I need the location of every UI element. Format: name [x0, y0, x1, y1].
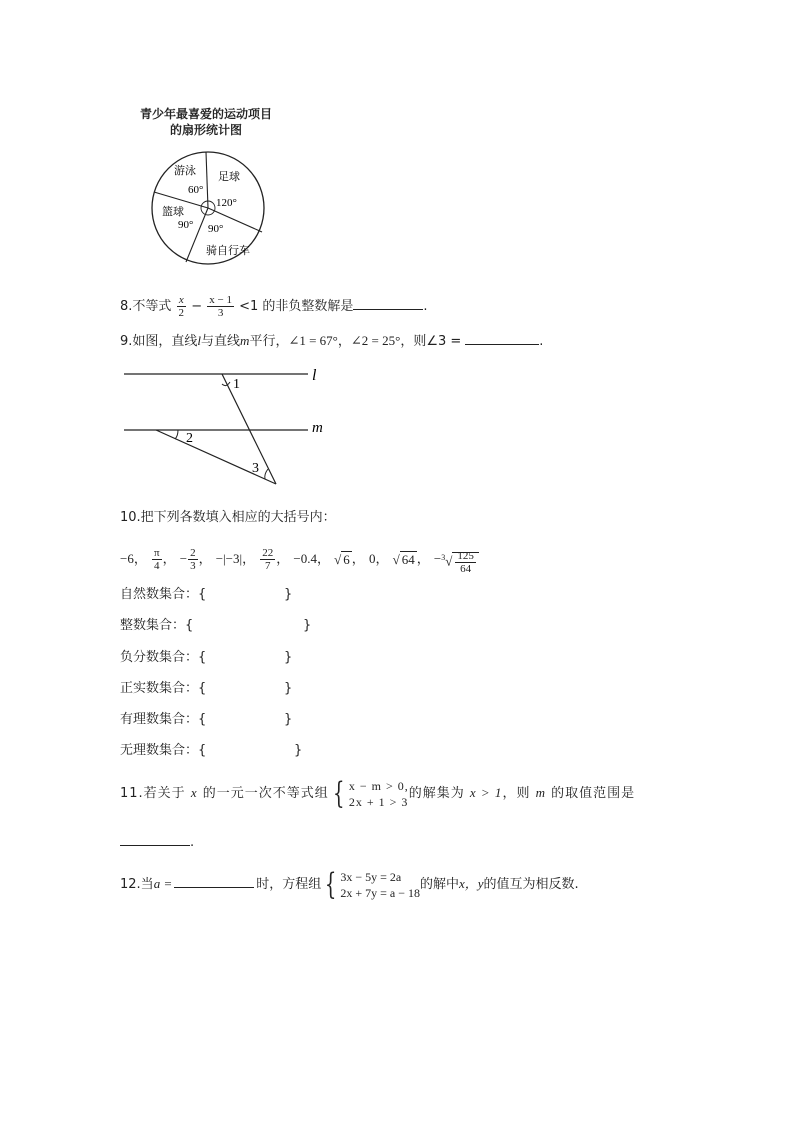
angle-3-arc [265, 469, 268, 479]
pie-deg-bike: 90° [208, 223, 224, 235]
label-angle-2: 2 [186, 431, 193, 446]
set-negative-fraction-input[interactable]: { [198, 650, 207, 665]
pie-label-swim: 游泳 [174, 164, 196, 177]
pie-divider-basketball-bike [186, 208, 208, 262]
pie-deg-swim: 60° [188, 184, 204, 196]
num-abs-neg3: −|−3| [215, 551, 243, 567]
label-m: m [312, 420, 323, 436]
q11-answer-line: . [120, 833, 194, 852]
q12-answer-blank[interactable] [174, 875, 254, 888]
set-positive-real: 正实数集合：{ } [120, 681, 293, 696]
pie-title-line1: 青少年最喜爱的运动项目 [139, 107, 272, 121]
set-natural-input[interactable]: { [198, 587, 207, 602]
question-10-title: 10.把下列各数填入相应的大括号内： [120, 510, 336, 525]
pie-chart [148, 140, 268, 270]
angle-2-arc [175, 430, 178, 439]
set-rational: 有理数集合：{ } [120, 712, 293, 727]
set-integer: 整数集合：{ } [120, 618, 312, 633]
triangle-side-top [222, 374, 276, 484]
label-angle-3: 3 [252, 461, 259, 476]
set-positive-real-input[interactable]: { [198, 681, 207, 696]
pie-label-football: 足球 [218, 170, 240, 183]
num-sqrt64: √ 64 [392, 551, 415, 567]
q8-fraction-2: $\frac{x - 1}{3}$ [209, 294, 232, 319]
pie-label-basketball: 篮球 [162, 205, 184, 218]
q9-angle-1: ∠1 = 67° [288, 333, 338, 348]
q8-prefix: 8.不等式 [120, 299, 172, 314]
num-22-over-7: $\frac{22}{7}$ [262, 547, 274, 573]
q9-angle-2: ∠2 = 25° [350, 333, 401, 348]
num-pi-over-4: $\frac{\pi}{4}$ [154, 547, 160, 573]
set-irrational-input[interactable]: { [198, 743, 207, 758]
num-two-thirds: $\frac{2}{3}$ [190, 547, 196, 573]
q11-inequality-system: { x − m > 0, 2x + 1 > 3 [332, 775, 409, 811]
q9-line-m: m [240, 333, 250, 348]
question-12: 12.当a = 时，方程组 { 3x − 5y = 2a 2x + 7y = a − 18 的解中x，y的值互为相反数. [120, 866, 579, 902]
q9-line-l: l [197, 333, 202, 348]
parallel-lines-figure [118, 364, 338, 490]
question-9: 9.如图，直线l与直线m平行，∠1 = 67°，∠2 = 25°，则∠3 = . [120, 333, 544, 349]
set-rational-input[interactable]: { [198, 712, 207, 727]
set-natural: 自然数集合：{ } [120, 587, 293, 602]
pie-deg-basketball: 90° [178, 219, 194, 231]
pie-divider-swim-football [206, 152, 208, 208]
q8-answer-blank[interactable] [353, 297, 423, 310]
label-l: l [312, 367, 317, 384]
question-10-numbers: −6， $\frac{\pi}{4}$ ， − $\frac{2}{3}$ ， −|−3|， $\frac{22}{7}$ ， −0.4， √ 6 ， 0， √ 64 ， −$^3$√ $\frac{125}{64}$ [120, 540, 479, 576]
question-11: 11.若关于 x 的一元一次不等式组 { x − m > 0, 2x + 1 > 3 的解集为 x > 1，则 m 的取值范围是 [120, 775, 636, 811]
q11-answer-blank[interactable] [120, 833, 190, 846]
q8-fraction-1: $\frac{x}{2}$ [178, 294, 185, 319]
pie-title-line2: 的扇形统计图 [169, 123, 242, 137]
set-irrational: 无理数集合：{ } [120, 743, 303, 758]
set-negative-fraction: 负分数集合：{ } [120, 650, 293, 665]
question-8: 8.不等式 $\frac{x}{2}$ − $\frac{x - 1}{3}$ <1 的非负整数解是 . [120, 294, 428, 319]
pie-deg-football: 120° [216, 197, 237, 209]
q9-answer-blank[interactable] [465, 332, 539, 345]
num-sqrt6: √ 6 [334, 551, 350, 567]
num-cbrt-125-64: $^3$√ $\frac{125}{64}$ [441, 540, 479, 579]
pie-label-bike: 骑自行车 [206, 244, 250, 257]
q8-minus: − [191, 299, 203, 314]
q8-text: <1 的非负整数解是 [239, 299, 354, 314]
q12-equation-system: { 3x − 5y = 2a 2x + 7y = a − 18 [325, 866, 420, 902]
set-integer-input[interactable]: { [185, 618, 194, 633]
label-angle-1: 1 [233, 377, 240, 392]
